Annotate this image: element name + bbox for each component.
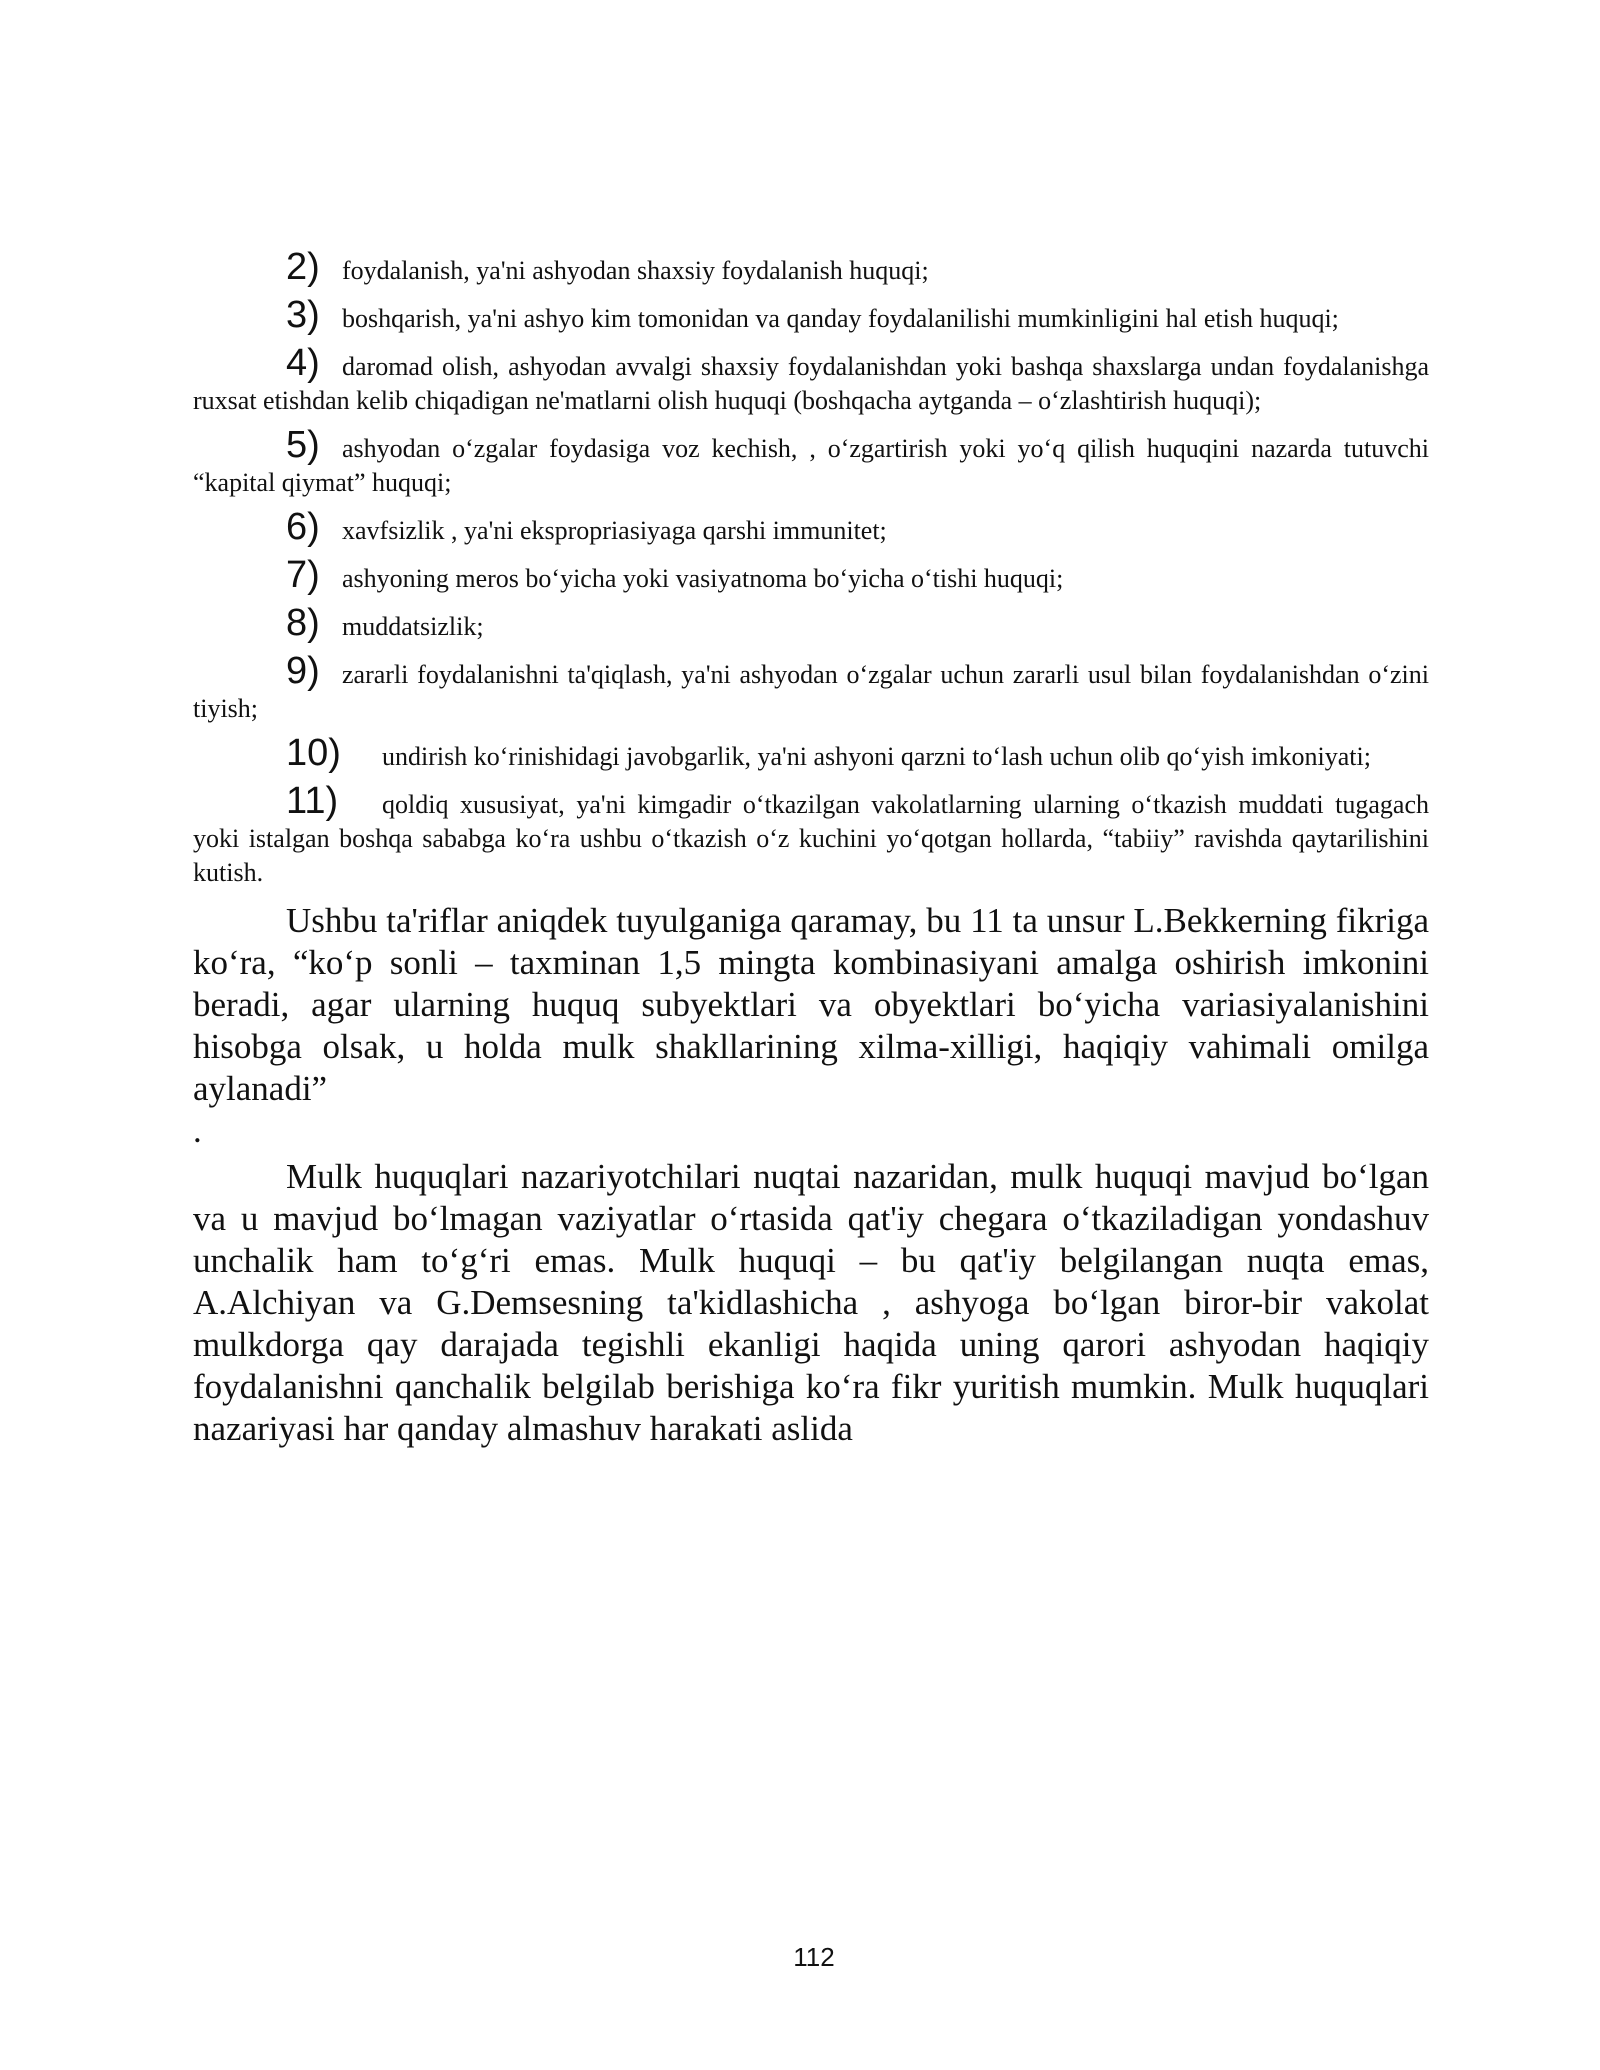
list-item [193, 506, 1429, 548]
body-paragraph: Mulk huquqlari nazariyotchilari nuqtai nazaridan, mulk huquqi mavjud bo‘lgan va u mavjud bo‘lmagan vaziyatlar o‘rtasida qat'iy chegara o‘tkaziladigan yondashuv unchalik ham to‘g‘ri emas. Mulk huquqi – bu qat'iy belgilangan nuqta emas, A.Alchiyan va G.Demsesning ta'kidlashicha , ashyoga bo‘lgan biror-bir vakolat mulkdorga qay darajada tegishli ekanligi haqida uning qarori ashyodan haqiqiy foydalanishni qanchalik belgilab berishiga ko‘ra fikr yuritish mumkin. Mulk huquqlari nazariyasi har qanday almashuv harakati aslida [193, 1157, 1429, 1448]
list-item [193, 650, 1429, 726]
list-item-text: xavfsizlik , ya'ni ekspropriasiyaga qarshi immunitet; [342, 516, 887, 545]
list-item [193, 246, 1429, 288]
list-item-number: 11) [286, 780, 339, 822]
list-item-text: daromad olish, ashyodan avvalgi shaxsiy foydalanishdan yoki bashqa shaxslarga undan foydalanishga ruxsat etishdan kelib chiqadigan ne'matlarni olish huquqi (boshqacha aytganda – o‘zlashtirish huquqi); [193, 352, 1429, 415]
list-item-number: 10) [286, 732, 341, 774]
list-item [193, 554, 1429, 596]
list-item-text: qoldiq xususiyat, ya'ni kimgadir o‘tkazilgan vakolatlarning ularning o‘tkazish muddati tugagach yoki istalgan boshqa sababga ko‘ra ushbu o‘tkazish o‘z kuchini yo‘qotgan hollarda, “tabiiy” ravishda qaytarilishini kutish. [193, 790, 1429, 887]
list-item-number: 2) [286, 246, 320, 288]
list-item-number: 9) [286, 650, 320, 692]
list-item [193, 294, 1429, 336]
list-item-number: 6) [286, 506, 320, 548]
list-item [193, 602, 1429, 644]
list-item [193, 732, 1429, 774]
list-item [193, 424, 1429, 500]
page-number: 112 [793, 1942, 835, 1972]
list-item-text: undirish ko‘rinishidagi javobgarlik, ya'ni ashyoni qarzni to‘lash uchun olib qo‘yish imkoniyati; [382, 742, 1371, 771]
list-item-number: 7) [286, 554, 320, 596]
list-item [193, 342, 1429, 418]
list-item-number: 8) [286, 602, 320, 644]
list-item-number: 3) [286, 294, 320, 336]
list-item-text: ashyoning meros bo‘yicha yoki vasiyatnoma bo‘yicha o‘tishi huquqi; [342, 564, 1064, 593]
list-item-text: ashyodan o‘zgalar foydasiga voz kechish, , o‘zgartirish yoki yo‘q qilish huquqini nazarda tutuvchi “kapital qiymat” huquqi; [193, 434, 1429, 497]
list-item-text: foydalanish, ya'ni ashyodan shaxsiy foydalanish huquqi; [342, 256, 929, 285]
list-item-text: zararli foydalanishni ta'qiqlash, ya'ni ashyodan o‘zgalar uchun zararli usul bilan foydalanishdan o‘zini tiyish; [193, 660, 1429, 723]
list-item-text: muddatsizlik; [342, 612, 484, 641]
list-item-number: 5) [286, 424, 320, 466]
list-item-text: boshqarish, ya'ni ashyo kim tomonidan va qanday foydalanilishi mumkinligini hal etish huquqi; [342, 304, 1339, 333]
list-item-number: 4) [286, 342, 320, 384]
list-item [193, 780, 1429, 890]
document-page [193, 246, 1429, 1450]
body-paragraph: Ushbu ta'riflar aniqdek tuyulganiga qaramay, bu 11 ta unsur L.Bekkerning fikriga ko‘ra, “ko‘p sonli – taxminan 1,5 mingta kombinasiyani amalga oshirish imkonini beradi, agar ularning huquq subyektlari va obyektlari bo‘yicha variasiyalanishini hisobga olsak, u holda mulk shakllarining xilma-xilligi, haqiqiy vahimali omilga aylanadi” [193, 901, 1429, 1108]
separator-dot: . [193, 1111, 202, 1150]
